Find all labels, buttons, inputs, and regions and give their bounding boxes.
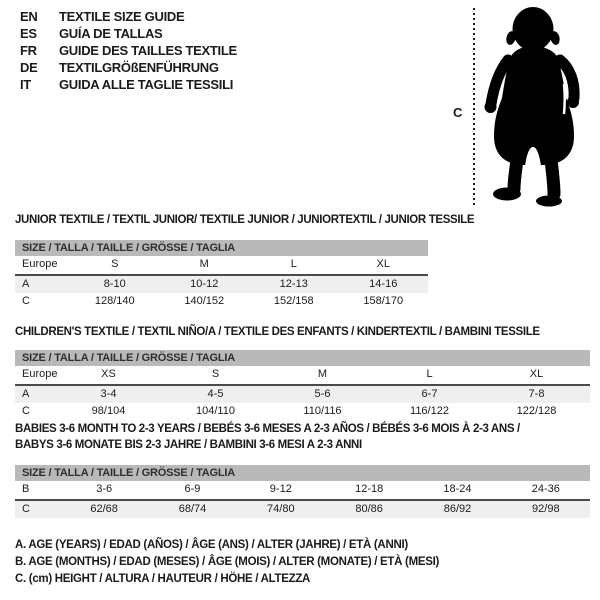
section-title-babies: BABYS 3-6 MONATE BIS 2-3 JAHRE / BAMBINI 3-6 MESI A 2-3 ANNI — [15, 439, 362, 451]
row-label: C — [22, 503, 30, 515]
height-measure-label: C — [453, 105, 463, 120]
table-cell: 152/158 — [273, 295, 314, 307]
table-row — [15, 481, 590, 501]
head — [513, 7, 554, 51]
table-header-band: SIZE / TALLA / TAILLE / GRÖSSE / TAGLIA — [15, 465, 590, 481]
language-row — [20, 25, 237, 42]
language-row — [20, 59, 237, 76]
language-row — [20, 42, 237, 59]
foot-left — [493, 188, 521, 201]
table-cell: 3-4 — [100, 388, 117, 400]
section-title-children: CHILDREN'S TEXTILE / TEXTIL NIÑO/A / TEXTILE DES ENFANTS / KINDERTEXTIL / BAMBINI TESSILE — [15, 326, 540, 338]
table-cell: 74/80 — [267, 503, 295, 515]
size-table-junior — [15, 240, 428, 310]
table-cell: M — [317, 368, 328, 380]
table-cell: 7-8 — [528, 388, 545, 400]
table-cell: L — [426, 368, 433, 380]
table-cell: 4-5 — [207, 388, 224, 400]
table-cell: 5-6 — [314, 388, 331, 400]
size-table-babies — [15, 465, 590, 518]
footnote: A. AGE (YEARS) / EDAD (AÑOS) / ÂGE (ANS) / ALTER (JAHRE) / ETÀ (ANNI) — [15, 539, 408, 551]
table-cell: S — [211, 368, 220, 380]
hand-right — [567, 96, 579, 108]
leg-right — [551, 160, 554, 194]
table-cell: 86/92 — [443, 503, 472, 515]
section-title-babies: BABIES 3-6 MONTH TO 2-3 YEARS / BEBÉS 3-6 MESES A 2-3 AÑOS / BÉBÉS 3-6 MOIS À 2-3 ANS / — [15, 423, 520, 435]
table-cell: 24-36 — [531, 483, 560, 495]
language-code: DE — [20, 60, 38, 75]
row-label: C — [22, 405, 30, 417]
table-cell: 140/152 — [184, 295, 225, 307]
language-header — [20, 8, 237, 93]
language-row — [20, 8, 237, 25]
row-label: A — [22, 278, 30, 290]
size-table-children — [15, 350, 590, 420]
language-code: FR — [20, 43, 37, 58]
footnotes — [15, 537, 439, 588]
table-cell: 92/98 — [532, 503, 560, 515]
row-label: C — [22, 295, 30, 307]
hand-left — [485, 101, 497, 113]
table-cell: 8-10 — [103, 278, 126, 290]
table-cell: 68/74 — [178, 503, 207, 515]
row-label: Europe — [22, 258, 58, 270]
table-cell: 122/128 — [516, 405, 557, 417]
table-cell: 12-18 — [355, 483, 384, 495]
table-row — [15, 293, 428, 310]
table-cell: 98/104 — [91, 405, 126, 417]
language-row — [20, 76, 237, 93]
language-code: ES — [20, 26, 37, 41]
table-cell: L — [290, 258, 297, 270]
row-label: Europe — [22, 368, 58, 380]
table-cell: 10-12 — [190, 278, 219, 290]
table-cell: 9-12 — [269, 483, 292, 495]
table-cell: 3-6 — [96, 483, 113, 495]
language-code: IT — [20, 77, 31, 92]
table-cell: 6-9 — [184, 483, 201, 495]
table-header-band: SIZE / TALLA / TAILLE / GRÖSSE / TAGLIA — [15, 240, 428, 256]
row-label: B — [22, 483, 30, 495]
table-row — [15, 256, 428, 276]
foot-right — [536, 196, 562, 207]
table-header-band: SIZE / TALLA / TAILLE / GRÖSSE / TAGLIA — [15, 350, 590, 366]
section-title-junior: JUNIOR TEXTILE / TEXTIL JUNIOR/ TEXTILE JUNIOR / JUNIORTEXTIL / JUNIOR TESSILE — [15, 214, 475, 226]
language-title: GUÍA DE TALLAS — [59, 26, 163, 41]
table-cell: 62/68 — [90, 503, 118, 515]
language-title: GUIDE DES TAILLES TEXTILE — [59, 43, 237, 58]
table-cell: 110/116 — [303, 405, 342, 417]
language-title: TEXTILE SIZE GUIDE — [59, 9, 185, 24]
arm-gap — [564, 84, 565, 114]
leg-left — [514, 160, 517, 189]
row-label: A — [22, 388, 30, 400]
table-cell: 14-16 — [369, 278, 398, 290]
language-title: GUIDA ALLE TAGLIE TESSILI — [59, 77, 234, 92]
table-cell: 158/170 — [363, 295, 404, 307]
table-row — [15, 366, 590, 386]
toddler-silhouette — [484, 2, 584, 207]
table-cell: XL — [529, 368, 544, 380]
table-cell: XS — [101, 368, 116, 380]
language-title: TEXTILGRÖßENFÜHRUNG — [59, 60, 219, 75]
table-cell: 6-7 — [421, 388, 438, 400]
table-row — [15, 501, 590, 518]
table-cell: M — [199, 258, 209, 270]
table-cell: 116/122 — [410, 405, 449, 417]
footnote: C. (cm) HEIGHT / ALTURA / HAUTEUR / HÖHE / ALTEZZA — [15, 573, 311, 585]
table-cell: 80/86 — [355, 503, 383, 515]
table-cell: 104/110 — [196, 405, 235, 417]
table-row — [15, 276, 428, 293]
footnote: B. AGE (MONTHS) / EDAD (MESES) / ÂGE (MOIS) / ALTER (MONATE) / ETÀ (MESI) — [15, 556, 440, 568]
table-cell: 128/140 — [94, 295, 135, 307]
height-measure-dotted-line — [473, 8, 475, 206]
table-row — [15, 386, 590, 403]
table-cell: S — [111, 258, 119, 270]
table-cell: 18-24 — [443, 483, 472, 495]
language-code: EN — [20, 9, 38, 24]
table-cell: XL — [376, 258, 390, 270]
table-row — [15, 403, 590, 420]
table-cell: 12-13 — [279, 278, 308, 290]
